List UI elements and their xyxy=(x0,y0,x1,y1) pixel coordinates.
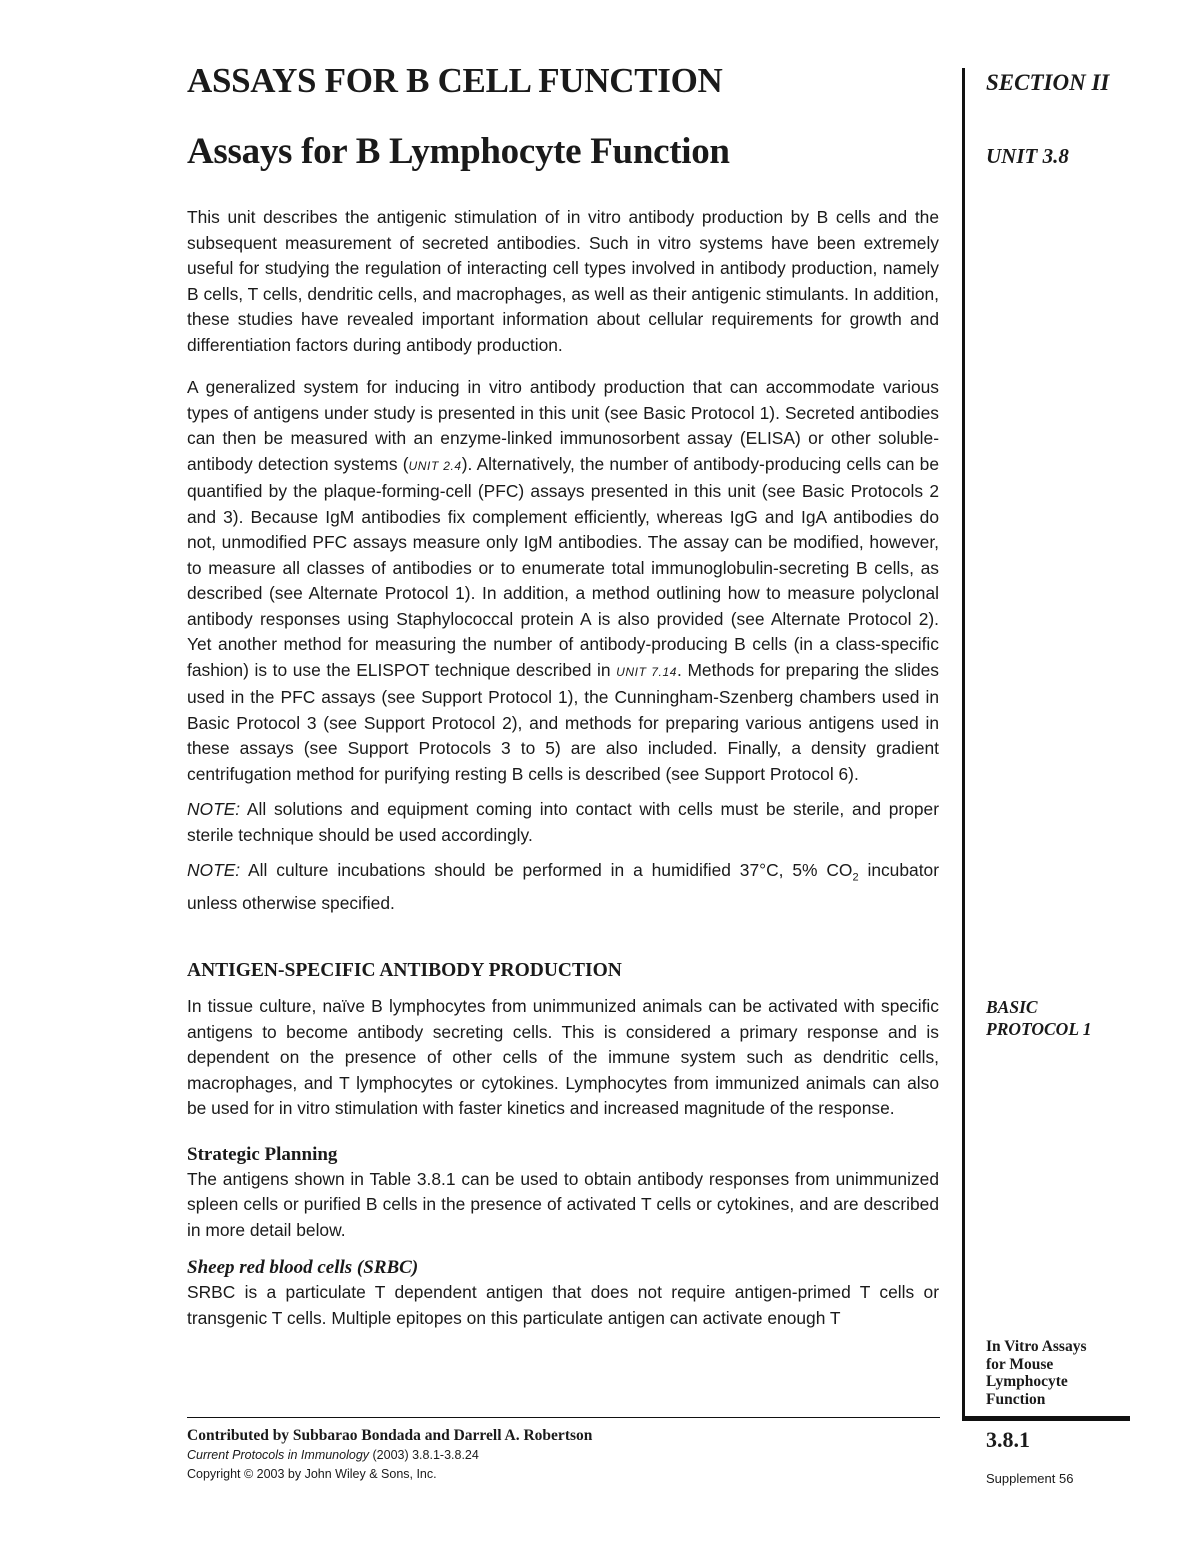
note-sterile xyxy=(187,797,939,848)
antigen-paragraph: In tissue culture, naïve B lymphocytes from unimmunized animals can be activated with specific antigens to become antibody secreting cells. This is considered a primary response and is dependent on the presence of other cells of the immune system such as dendritic cells, macrophages, and T lymphocytes or cytokines. Lymphocytes from immunized animals can also be used for in vitro stimulation with faster kinetics and increased magnitude of the response. xyxy=(187,996,939,1119)
sidebar-bottom-rule xyxy=(962,1416,1130,1421)
sidebar-basic-line-1: BASIC xyxy=(986,997,1038,1017)
sidebar-unit-label: UNIT 3.8 xyxy=(986,144,1069,168)
sidebar-running-title xyxy=(986,1338,1106,1408)
note-text-end: incubator unless otherwise specified. xyxy=(187,860,939,913)
srbc-heading: Sheep red blood cells (SRBC) xyxy=(187,1257,419,1279)
copyright-line: Copyright © 2003 by John Wiley & Sons, Inc. xyxy=(187,1467,437,1481)
co2-subscript: 2 xyxy=(852,871,859,884)
antigen-section-heading: ANTIGEN-SPECIFIC ANTIBODY PRODUCTION xyxy=(187,960,622,982)
running-title-line-1: In Vitro Assays xyxy=(986,1338,1087,1355)
sidebar-basic-protocol-label xyxy=(986,996,1186,1040)
footer xyxy=(187,1426,940,1484)
section-heading: ASSAYS FOR B CELL FUNCTION xyxy=(187,61,723,100)
unit-2-4-link[interactable]: UNIT 2.4 xyxy=(408,458,462,473)
strategic-planning-text: The antigens shown in Table 3.8.1 can be used to obtain antibody responses from unimmunized spleen cells or purified B cells in the presence of activated T cells or cytokines, and are described in more detail below. xyxy=(187,1168,939,1240)
srbc-text: SRBC is a particulate T dependent antigen that does not require antigen-primed T cells or transgenic T cells. Multiple epitopes on this particulate antigen can activate enough T xyxy=(187,1282,939,1328)
footer-rule xyxy=(187,1417,940,1418)
main-column xyxy=(187,58,939,1331)
intro-paragraph-1: This unit describes the antigenic stimulation of in vitro antibody production by B cells and the subsequent measurement of secreted antibodies. Such in vitro systems have been extremely useful for studying the regulation of interacting cell types involved in antibody production, namely B cells, T cells, dendritic cells, and macrophages, as well as their antigenic stimulants. In addition, these studies have revealed important information about cellular requirements for growth and differentiation factors during antibody production. xyxy=(187,207,939,355)
running-title-line-4: Function xyxy=(986,1390,1046,1408)
intro-paragraph-2 xyxy=(187,375,939,787)
unit-title: Assays for B Lymphocyte Function xyxy=(187,131,730,172)
intro-paragraph-2-part-b: ). Alternatively, the number of antibody-producing cells can be quantified by the plaque-forming-cell (PFC) assays presented in this unit (see Basic Protocols 2 and 3). Because IgM antibodies fix complement efficiently, whereas IgG and IgA antibodies do not, unmodified PFC assays measure only IgM antibodies. The assay can be modified, however, to measure all classes of antibodies or to enumerate total immunoglobulin-secreting B cells, as described (see Alternate Protocol 1). In addition, a method outlining how to measure polyclonal antibody responses using Staphylococcal protein A is also provided (see Alternate Protocol 2). Yet another method for measuring the number of antibody-producing B cells (in a class-specific fashion) is to use the ELISPOT technique described in xyxy=(187,453,940,680)
sidebar-vertical-rule xyxy=(962,68,965,1418)
note-label: NOTE: xyxy=(187,860,241,880)
sidebar-section-label: SECTION II xyxy=(986,70,1110,95)
citation-line xyxy=(187,1446,940,1465)
strategic-planning-heading: Strategic Planning xyxy=(187,1143,338,1165)
citation-range: (2003) 3.8.1-3.8.24 xyxy=(369,1448,479,1462)
contributors-line: Contributed by Subbarao Bondada and Darrell A. Robertson xyxy=(187,1427,593,1444)
note-text: All culture incubations should be performed in a humidified 37°C, 5% CO xyxy=(240,860,853,880)
supplement-label: Supplement 56 xyxy=(986,1471,1074,1486)
sidebar-basic-line-2: PROTOCOL 1 xyxy=(986,1019,1092,1039)
note-label: NOTE: xyxy=(187,799,241,819)
journal-name: Current Protocols in Immunology xyxy=(187,1448,370,1462)
running-title-line-3: Lymphocyte xyxy=(986,1373,1068,1390)
intro-paragraph-2-part-a: A generalized system for inducing in vitro antibody production that can accommodate various types of antigens under study is presented in this unit (see Basic Protocol 1). Secreted antibodies can then be measured with an enzyme-linked immunosorbent assay (ELISA) or other soluble-antibody detection systems ( xyxy=(187,377,939,474)
page-number: 3.8.1 xyxy=(986,1427,1030,1452)
intro-paragraph-2-part-c: . Methods for preparing the slides used in the PFC assays (see Support Protocol 1), the Cunningham-Szenberg chambers used in Basic Protocol 3 (see Support Protocol 2), and methods for preparing various antigens used in these assays (see Support Protocols 3 to 5) are also included. Finally, a density gradient centrifugation method for purifying resting B cells is described (see Support Protocol 6). xyxy=(187,659,939,784)
note-text: All solutions and equipment coming into contact with cells must be sterile, and proper sterile technique should be used accordingly. xyxy=(187,799,939,845)
note-incubation xyxy=(187,858,939,916)
unit-7-14-link[interactable]: UNIT 7.14 xyxy=(616,664,677,679)
running-title-line-2: for Mouse xyxy=(986,1355,1054,1373)
